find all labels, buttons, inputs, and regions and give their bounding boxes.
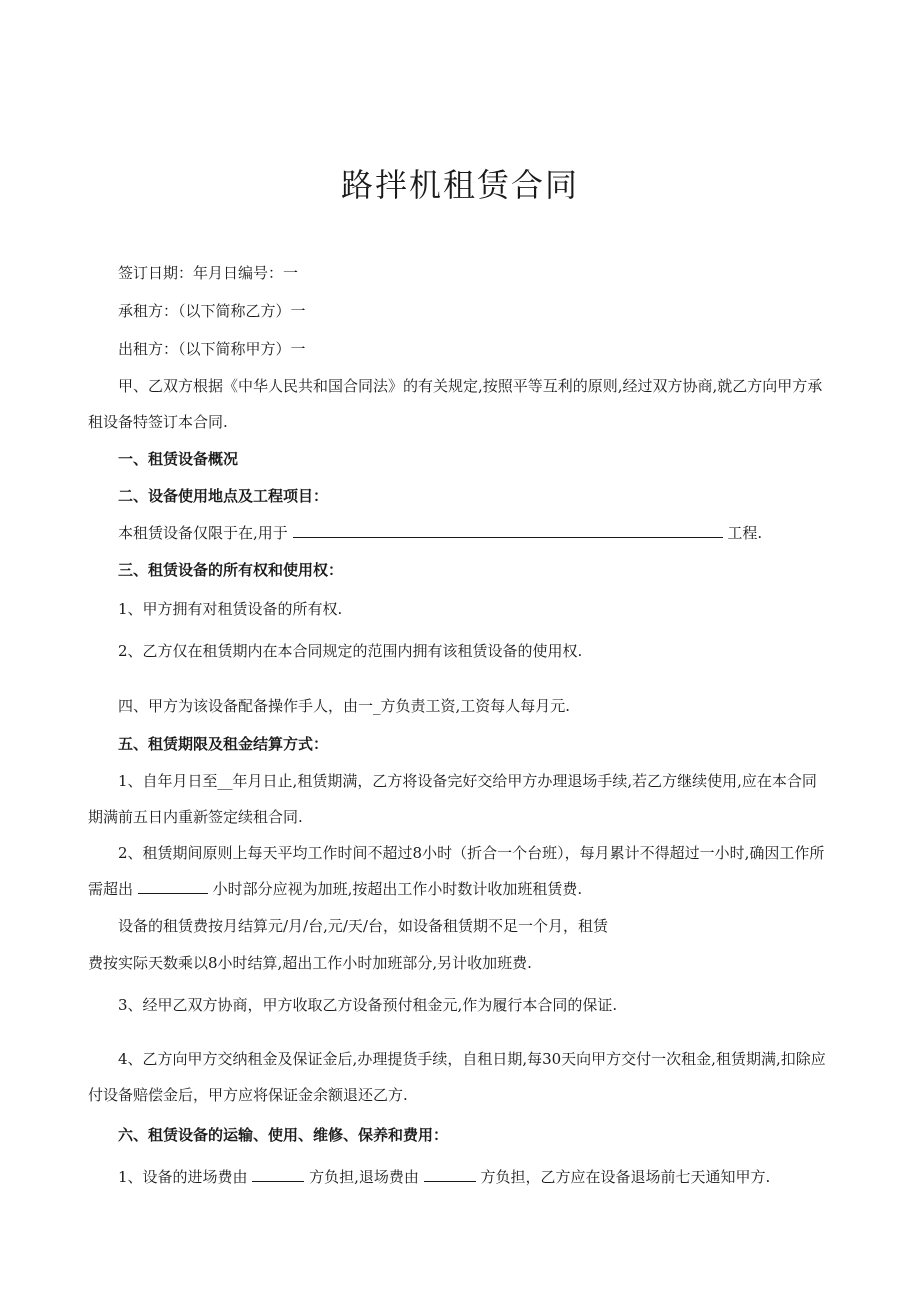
lease-term-item-2-suffix: 小时部分应视为加班,按超出工作小时数计收加班租赁费. (212, 880, 583, 898)
usage-location-suffix: 工程. (727, 524, 763, 542)
overtime-blank (138, 879, 208, 894)
section-5-heading: 五、租赁期限及租金结算方式： (118, 735, 329, 753)
lease-term-item-1: 1、自年月日至__年月日止,租赁期满，乙方将设备完好交给甲方办理退场手续,若乙方继续使用,应在本合同期满前五日内重新签定续租合同. (88, 772, 817, 826)
lessee-line: 承租方：（以下简称乙方）一 (118, 302, 306, 320)
exit-fee-blank (424, 1167, 476, 1182)
ownership-item-2: 2、乙方仅在租赁期内在本合同规定的范围内拥有该租赁设备的使用权. (118, 642, 583, 660)
lessor-line: 出租方：（以下简称甲方）一 (118, 340, 306, 358)
project-blank (293, 523, 723, 538)
deposit-item-3: 3、经甲乙双方协商，甲方收取乙方设备预付租金元,作为履行本合同的保证. (118, 996, 618, 1014)
section-4-text: 四、甲方为该设备配备操作手人，由一_方负责工资,工资每人每月元. (118, 697, 571, 715)
section-6-heading: 六、租赁设备的运输、使用、维修、保养和费用： (118, 1126, 449, 1144)
lease-term-item-2-text: 2、租赁期间原则上每天平均工作时间不超过8小时（折合一个台班），每月累计不得超过一小时,确因工作所需超出 (88, 844, 825, 898)
usage-location-line (118, 522, 762, 543)
ownership-item-1: 1、甲方拥有对租赁设备的所有权. (118, 600, 343, 618)
sign-date-line: 签订日期：年月日编号：一 (118, 264, 299, 282)
rental-rate-line-1: 设备的租赁费按月结算元/月/台,元/天/台，如设备租赁期不足一个月，租赁 (118, 917, 608, 935)
rental-rate-line-2: 费按实际天数乘以8小时结算,超出工作小时加班部分,另计收加班费. (88, 954, 532, 972)
document-title: 路拌机租赁合同 (340, 166, 579, 204)
entry-fee-blank (252, 1167, 304, 1182)
section-2-heading: 二、设备使用地点及工程项目： (118, 487, 329, 505)
transport-fee-item-1 (118, 1166, 770, 1187)
lease-term-item-2 (88, 835, 828, 907)
payment-item-4: 4、乙方向甲方交纳租金及保证金后,办理提货手续，自租日期,每30天向甲方交付一次租金,租赁期满,扣除应付设备赔偿金后，甲方应将保证金余额退还乙方. (88, 1050, 826, 1104)
transport-fee-text-a: 1、设备的进场费由 (118, 1168, 248, 1186)
usage-location-text: 本租赁设备仅限于在,用于 (118, 524, 288, 542)
intro-paragraph: 甲、乙双方根据《中华人民共和国合同法》的有关规定,按照平等互利的原则,经过双方协商,就乙方向甲方承租设备特签订本合同. (88, 377, 823, 431)
section-3-heading: 三、租赁设备的所有权和使用权： (118, 561, 344, 579)
transport-fee-text-b: 方负担,退场费由 (309, 1168, 419, 1186)
section-1-heading: 一、租赁设备概况 (118, 450, 239, 468)
transport-fee-text-c: 方负担，乙方应在设备退场前七天通知甲方. (480, 1168, 771, 1186)
